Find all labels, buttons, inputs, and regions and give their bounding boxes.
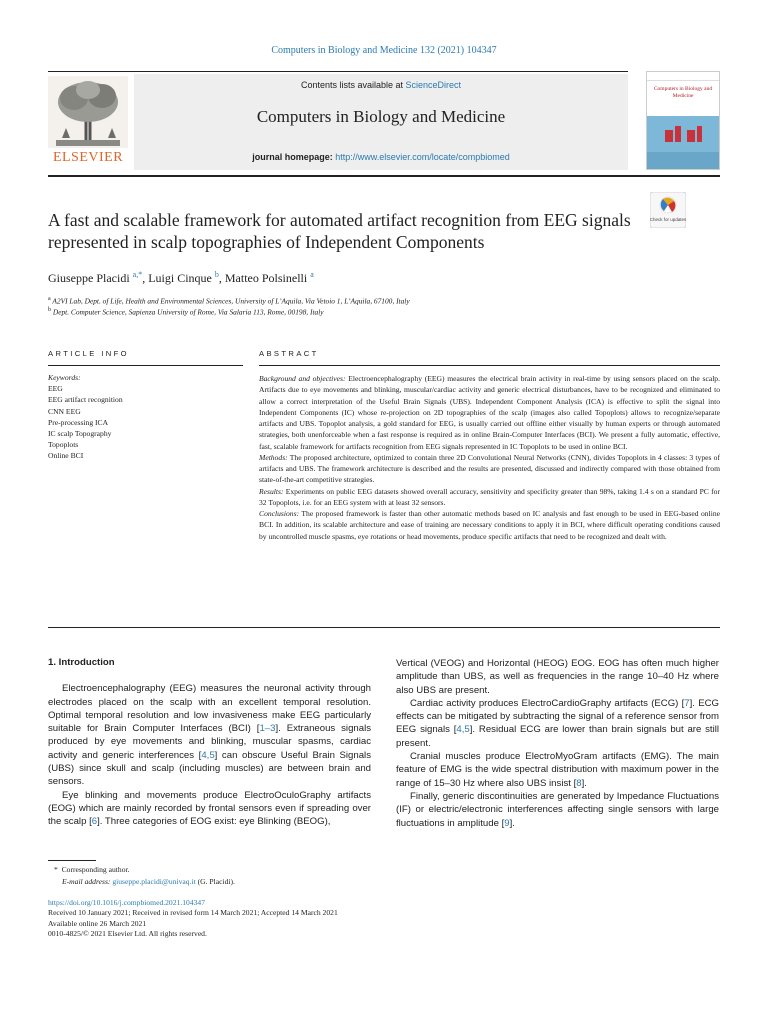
homepage-label: journal homepage: (252, 152, 336, 162)
body-paragraph (48, 682, 371, 788)
cover-graphic-icon (647, 116, 719, 169)
abstract-paragraph (259, 486, 720, 509)
body-text: ]. Residual ECG are lower than brain signals but are still present. (396, 724, 719, 749)
article-title: A fast and scalable framework for automated artifact recognition from EEG signals represented in scalp topographies of Independent Components (48, 210, 631, 252)
affiliation (48, 296, 708, 305)
running-head[interactable]: Computers in Biology and Medicine 132 (2021) 104347 (271, 45, 497, 56)
abstract-text: Experiments on public EEG datasets showed overall accuracy, sensitivity and specificity greater than 98%, taking 1.4 s on a standard PC for 32 Topoplots, i.e. for an EEG system with at least 32 sensors. (259, 486, 720, 507)
journal-title: Computers in Biology and Medicine (256, 107, 506, 126)
citation-link[interactable]: 8 (576, 777, 582, 789)
abstract-text: The proposed framework is faster than other automatic methods based on IC analysis and fast enough to be used in EEG-based online BCI. In addition, its scalable architecture and ease of training are necessary conditions to apply it in BCI, where difficult operating conditions caused by uncontrolled muscle spasms, eye rotations or head movements, produce specific artifacts that need to be recognized and dealt with. (259, 509, 720, 541)
email-label: E-mail address: (62, 877, 113, 886)
footnote (48, 864, 448, 888)
abstract-paragraph (259, 508, 720, 542)
keywords-block (48, 372, 243, 462)
received-dates: Received 10 January 2021; Received in revised form 14 March 2021; Accepted 14 March 2021 (48, 908, 338, 918)
citation-link[interactable]: 7 (684, 697, 690, 709)
affiliation-text: Dept. Computer Science, Sapienza University of Rome, Via Salaria 113, Rome, 00198, Italy (52, 307, 324, 317)
body-column-right (396, 657, 719, 830)
abstract-label: Results: (259, 486, 284, 496)
keyword: Online BCI (48, 451, 84, 461)
affiliation-mark: b (48, 307, 51, 313)
body-column-left (48, 656, 371, 829)
affiliation-text: A2VI Lab, Dept. of Life, Health and Environmental Sciences, University of L’Aquila, Via Vetoio 1, L’Aquila, 67100, Italy (52, 296, 410, 306)
cover-title: Computers in Biology and Medicine (653, 86, 713, 99)
body-text: Finally, generic discontinuities are generated by Impedance Fluctuations (IF) or electric/electronic interferences affecting single sensors with large fluctuations in amplitude [ (396, 790, 719, 829)
body-text: ]. Three categories of EOG exist: eye Blinking (BEOG), (97, 816, 331, 828)
publisher-name: ELSEVIER (52, 150, 124, 165)
affiliation-mark: a (48, 296, 51, 302)
author-name[interactable]: Luigi Cinque (148, 271, 212, 285)
keyword: IC scalp Topography (48, 429, 112, 439)
contents-prefix: Contents lists available at (300, 80, 406, 90)
body-text: Cardiac activity produces ElectroCardioGraphy artifacts (ECG) [ (410, 697, 685, 709)
journal-cover-thumbnail[interactable] (646, 71, 720, 170)
body-text: ]. Extraneous signals produced by eye movements and blinking, muscular spasms, cardiac activity and generic interferences [ (48, 723, 372, 761)
citation-link[interactable]: 4,5 (456, 724, 470, 736)
body-text: Electroencephalography (EEG) measures the neuronal activity through electrodes placed on the scalp with an excellent temporal resolution. Optimal temporal resolution and low invasiveness make EEG particularly suitable for Brain Computer Interfaces (BCI) [ (48, 683, 371, 735)
footnote-rule (48, 860, 96, 861)
body-text: ] can obscure Useful Brain Signals (UBS) since skull and scalp (including muscles) are between brain and sensors. (48, 749, 371, 788)
author-affiliation-mark[interactable]: b (214, 270, 219, 279)
email-suffix: (G. Placidi). (195, 877, 235, 886)
body-paragraph (396, 790, 719, 830)
abstract-label: Background and objectives: (259, 374, 346, 383)
keyword: EEG (48, 384, 63, 394)
abstract-label: Methods: (259, 452, 288, 462)
body-text: ]. (509, 817, 515, 829)
available-online-date: Available online 26 March 2021 (48, 918, 147, 928)
cover-top-strip (647, 72, 719, 81)
section-heading: 1. Introduction (48, 657, 115, 668)
citation-link[interactable]: 6 (91, 816, 98, 828)
sciencedirect-link[interactable]: ScienceDirect (405, 80, 462, 90)
body-text: ]. (581, 777, 587, 789)
abstract-bottom-rule (48, 627, 720, 628)
copyright-line: 0010-4825/© 2021 Elsevier Ltd. All rights reserved. (48, 928, 207, 938)
contents-line (134, 80, 628, 90)
abstract-body (259, 373, 720, 542)
body-paragraph (396, 750, 719, 790)
author-name[interactable]: Giuseppe Placidi (48, 271, 130, 285)
keywords-label: Keywords: (48, 373, 81, 382)
author-name[interactable]: Matteo Polsinelli (224, 271, 308, 285)
article-info-rule (48, 365, 243, 366)
email-link[interactable]: giuseppe.placidi@univaq.it (112, 877, 196, 886)
footnote-text: Corresponding author. (61, 865, 130, 874)
check-for-updates-icon[interactable] (650, 192, 686, 228)
citation-link[interactable]: 1–3 (259, 723, 276, 735)
footnote-mark: * (54, 865, 58, 874)
email-note (48, 876, 448, 888)
corresponding-author-note (48, 864, 448, 876)
abstract-rule (259, 365, 720, 366)
body-text: Eye blinking and movements produce ElectroOculoGraphy artifacts (EOG) which are mainly recorded by frontal sensors even if spreading over the scalp [ (48, 789, 371, 828)
body-text: Cranial muscles produce ElectroMyoGram artifacts (EMG). The main feature of EMG is the wide spectral distribution with maximum power in the range of 15–30 Hz where also UBS insist [ (396, 751, 719, 789)
author-affiliation-mark[interactable]: a,* (132, 270, 143, 279)
abstract-heading: ABSTRACT (259, 349, 319, 358)
header-rule-top (48, 71, 628, 72)
article-footer (48, 898, 548, 939)
abstract-text: The proposed architecture, optimized to contain three 2D Convolutional Neural Networks (CNN), divides Topoplots in 4 classes: 3 types of artifacts and UBS. The framework architecture is described and the results are presented, discussed and indirectly compared with those obtained from state-of-the-art competitive strategies. (259, 452, 720, 485)
citation-link[interactable]: 9 (504, 817, 510, 829)
homepage-link[interactable]: http://www.elsevier.com/locate/compbiomed (335, 152, 510, 162)
author-affiliation-mark[interactable]: a (310, 270, 314, 279)
keyword: Pre-processing ICA (48, 417, 109, 427)
affiliation (48, 307, 708, 316)
article-info-heading: ARTICLE INFO (48, 349, 129, 358)
abstract-text: Electroencephalography (EEG) measures the electrical brain activity in real-time by using sensors placed on the scalp. Artifacts due to eye movements and blinking, muscular/cardiac activity and generic electrical disturbances, have to be recognized and eliminated to allow a correct interpretation of the Useful Brain Signals (UBS). Independent Component Analysis (ICA) is effective to split the signal into Independent Components (IC) whose re-projection on 2D topographies of the scalp (images also called Topoplots) allows to recognize/separate artifacts and UBS. Topoplot analysis, a gold standard for EEG, is usually carried out offline either visually by human experts or through automated strategies, both unenforceable when a fast response is required as in online Brain-Computer Interfaces (BCI). We present a fully automatic, effective, fast, scalable framework for artifacts recognition from EEG signals represented in IC Topoplots to be used in online BCI. (259, 374, 720, 451)
journal-homepage-line (134, 152, 628, 162)
abstract-paragraph (259, 452, 720, 486)
abstract-paragraph (259, 373, 720, 452)
doi-link[interactable]: https://doi.org/10.1016/j.compbiomed.2021.104347 (48, 898, 206, 907)
keyword: Topoplots (48, 440, 79, 450)
header-rule-bottom (48, 175, 720, 177)
cover-art (647, 116, 719, 169)
abstract-label: Conclusions: (259, 509, 300, 518)
citation-link[interactable]: 4,5 (201, 749, 215, 761)
crossmark-label: Check for updates (650, 217, 686, 222)
keyword: EEG artifact recognition (48, 395, 123, 405)
body-paragraph: Vertical (VEOG) and Horizontal (HEOG) EOG. EOG has often much higher amplitude than UBS, as well as frequencies in the range 10–40 Hz where also UBS are present. (396, 658, 719, 696)
keyword: CNN EEG (48, 406, 81, 416)
body-paragraph (396, 697, 719, 750)
body-paragraph (48, 789, 371, 829)
body-text: ]. ECG effects can be mitigated by subtracting the signal of a reference sensor from EEG signals [ (396, 697, 719, 736)
author-list: Giuseppe Placidi $^{a,*}$, Luigi Cinque $^b$, Matteo Polsinelli $^a$ (48, 270, 314, 285)
